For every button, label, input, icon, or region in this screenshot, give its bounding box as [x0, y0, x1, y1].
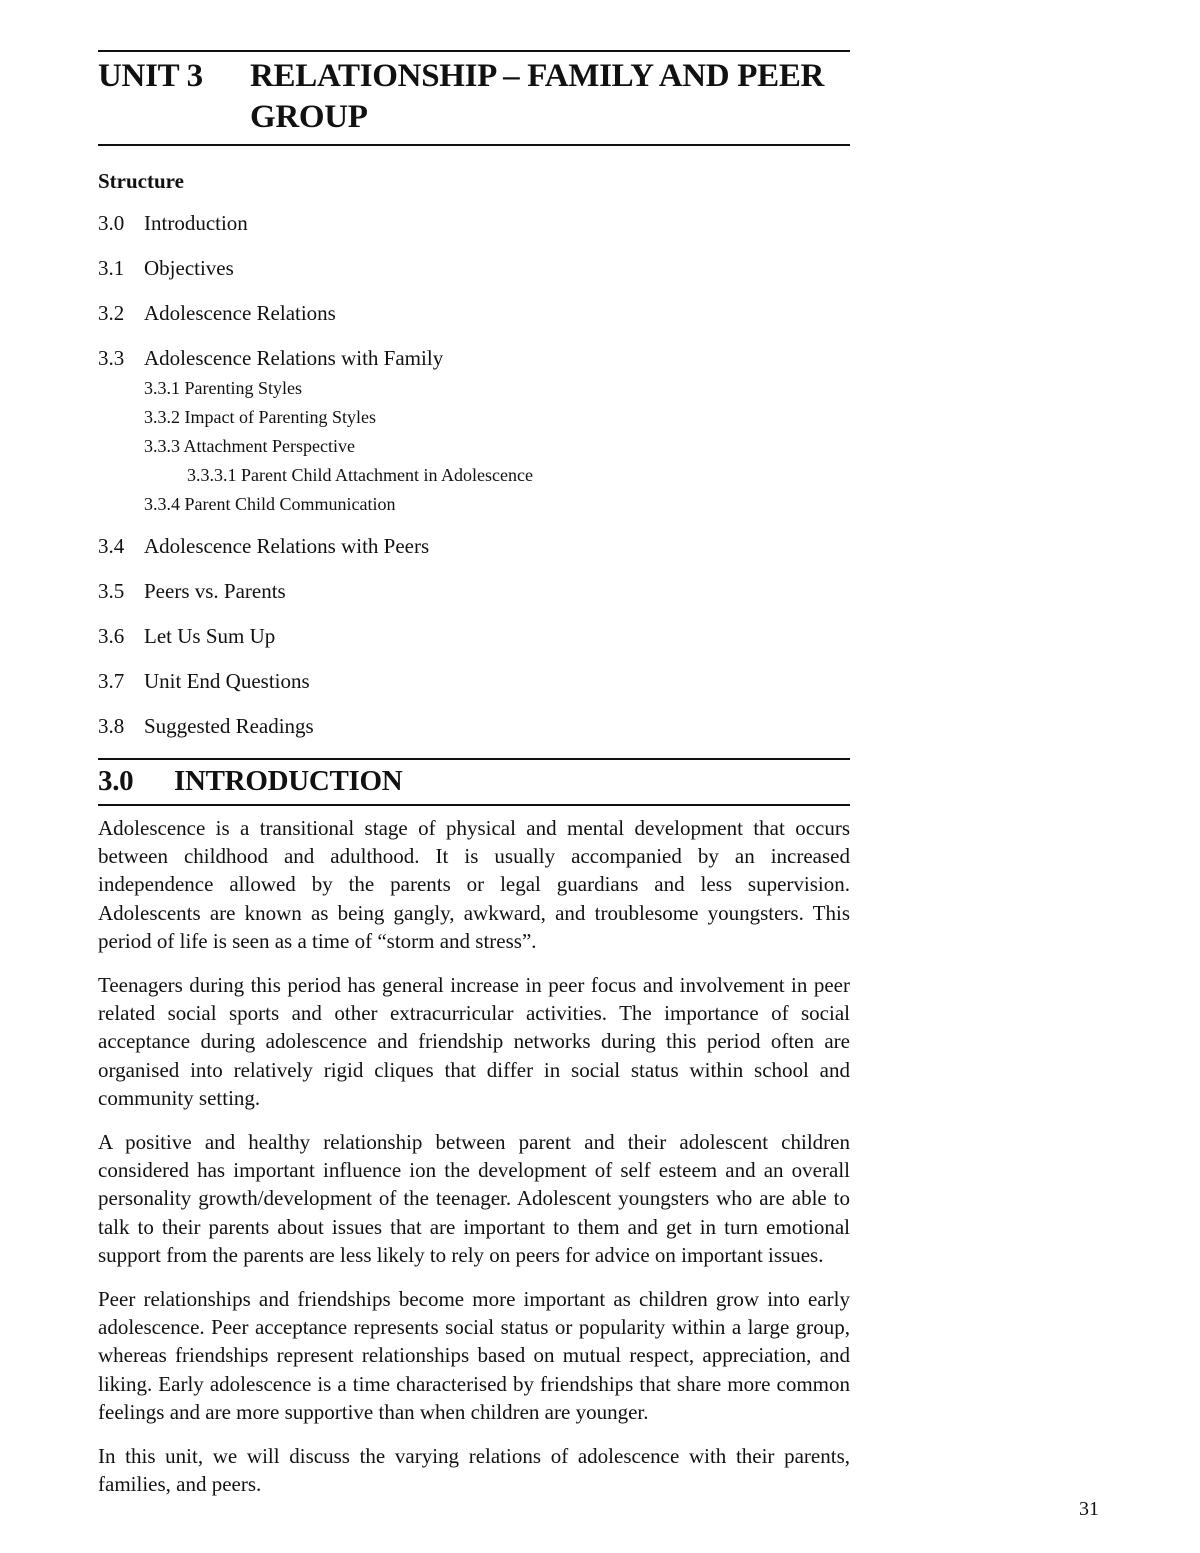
paragraph: In this unit, we will discuss the varying relations of adolescence with their parents, families, and peers.	[98, 1444, 850, 1497]
table-of-contents	[98, 210, 850, 739]
toc-item-number: 3.6	[98, 624, 125, 648]
page-number: 31	[1079, 1498, 1099, 1520]
toc-item-number: 3.2	[98, 301, 125, 325]
toc-subitem: 3.3.2 Impact of Parenting Styles	[144, 407, 376, 427]
toc-item-number: 3.7	[98, 669, 125, 693]
toc-item	[98, 623, 850, 649]
toc-item-number: 3.4	[98, 534, 125, 558]
unit-number: UNIT 3	[98, 58, 203, 94]
toc-item	[98, 210, 850, 236]
toc-item-label: Objectives	[144, 256, 234, 280]
toc-item-label: Adolescence Relations	[144, 301, 336, 325]
toc-item	[98, 533, 850, 559]
toc-item	[98, 300, 850, 326]
toc-subitem: 3.3.1 Parenting Styles	[144, 378, 302, 398]
toc-item	[98, 668, 850, 694]
toc-item-number: 3.5	[98, 579, 125, 603]
toc-item-number: 3.0	[98, 211, 125, 235]
toc-item	[98, 255, 850, 281]
toc-item	[98, 578, 850, 604]
toc-item-label: Suggested Readings	[144, 714, 314, 738]
section-title: INTRODUCTION	[174, 765, 403, 797]
paragraph: Peer relationships and friendships become more important as children grow into early adolescence. Peer acceptance represents social status or popularity within a large group, whereas friendships represent relationships based on mutual respect, appreciation, and liking. Early adolescence is a time characterised by friendships that share more common feelings and are more supportive than when children are younger.	[98, 1287, 850, 1424]
paragraph: A positive and healthy relationship between parent and their adolescent children considered has important influence ion the development of self esteem and an overall personality growth/development of the teenager. Adolescent youngsters who are able to talk to their parents about issues that are important to them and get in turn emotional support from the parents are less likely to rely on peers for advice on important issues.	[98, 1130, 850, 1267]
structure-label: Structure	[98, 169, 184, 193]
toc-subsubitem: 3.3.3.1 Parent Child Attachment in Adolescence	[187, 465, 533, 485]
toc-item-label: Introduction	[144, 211, 248, 235]
toc-item	[98, 345, 850, 371]
unit-title: RELATIONSHIP – FAMILY AND PEER GROUP	[250, 58, 825, 135]
toc-subitem: 3.3.3 Attachment Perspective	[144, 436, 355, 456]
toc-item-label: Adolescence Relations with Family	[144, 346, 444, 370]
toc-item	[98, 713, 850, 739]
section-body	[98, 814, 850, 1498]
section-number: 3.0	[98, 765, 134, 797]
document-page	[98, 50, 850, 1514]
section-bottom-rule	[98, 804, 850, 806]
paragraph: Adolescence is a transitional stage of physical and mental development that occurs between childhood and adulthood. It is usually accompanied by an increased independence allowed by the parents or legal guardians and less supervision. Adolescents are known as being gangly, awkward, and troublesome youngsters. This period of life is seen as a time of “storm and stress”.	[98, 816, 850, 953]
toc-item-label: Unit End Questions	[144, 669, 310, 693]
unit-heading	[98, 52, 850, 144]
paragraph: Teenagers during this period has general increase in peer focus and involvement in peer related social sports and other extracurricular activities. The importance of social acceptance during adolescence and friendship networks during this period often are organised into relatively rigid cliques that differ in social status within school and community setting.	[98, 973, 850, 1110]
toc-item-number: 3.1	[98, 256, 125, 280]
heading-bottom-rule	[98, 144, 850, 146]
toc-item-label: Peers vs. Parents	[144, 579, 286, 603]
toc-item-label: Let Us Sum Up	[144, 624, 276, 648]
toc-item-label: Adolescence Relations with Peers	[144, 534, 430, 558]
toc-subitem: 3.3.4 Parent Child Communication	[144, 494, 396, 514]
toc-item-number: 3.8	[98, 714, 125, 738]
section-heading	[98, 760, 850, 804]
toc-item-number: 3.3	[98, 346, 125, 370]
